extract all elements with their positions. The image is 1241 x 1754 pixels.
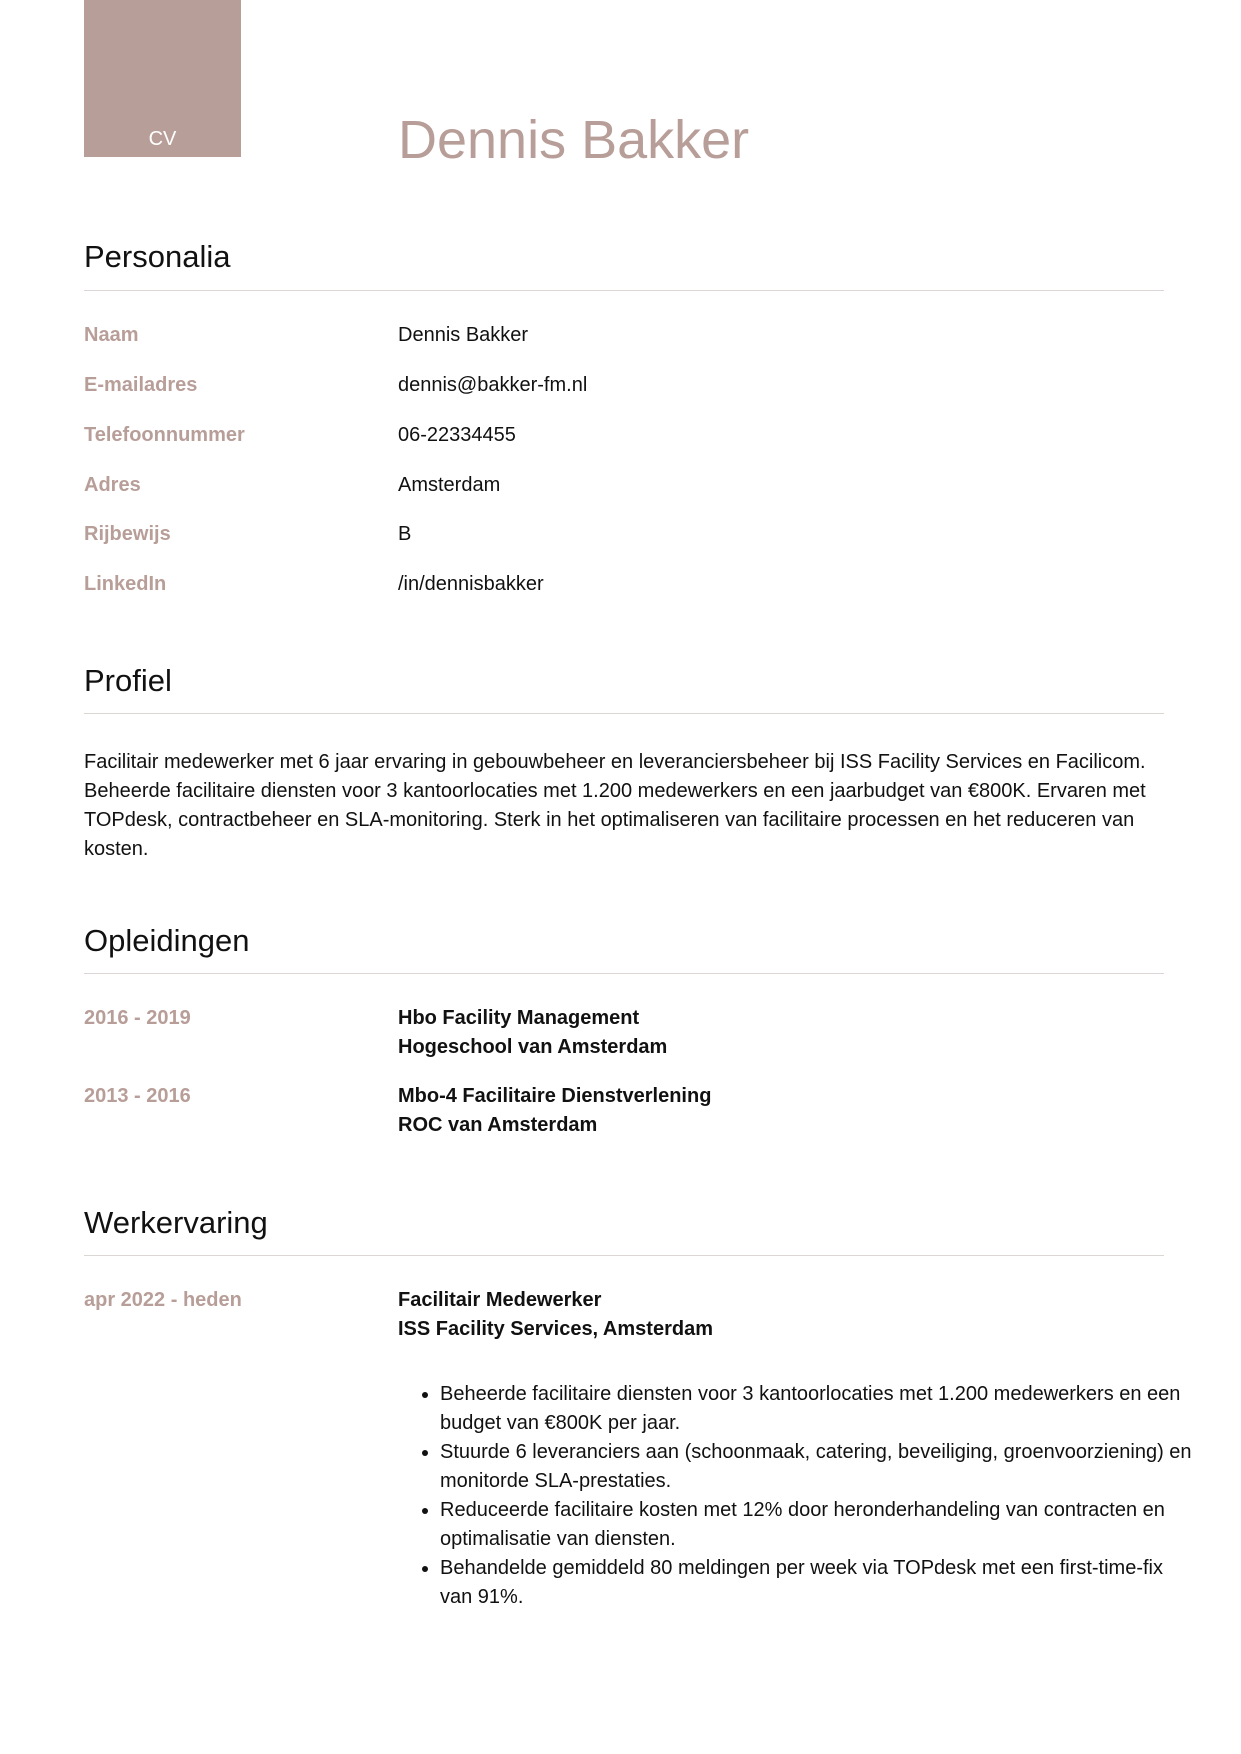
- field-label-telefoon: Telefoonnummer: [84, 424, 245, 446]
- field-label-email: E-mailadres: [84, 374, 198, 396]
- job-company: ISS Facility Services, Amsterdam: [398, 1318, 713, 1340]
- education-degree: Mbo-4 Facilitaire Dienstverlening: [398, 1085, 712, 1107]
- section-divider: [84, 713, 1164, 714]
- page-title: Dennis Bakker: [398, 110, 750, 170]
- education-school: Hogeschool van Amsterdam: [398, 1036, 668, 1058]
- section-title-werkervaring: Werkervaring: [84, 1205, 268, 1240]
- education-school: ROC van Amsterdam: [398, 1114, 598, 1136]
- list-item: • Beheerde facilitaire diensten voor 3 kantoorlocaties met 1.200 medewerkers en een budget van €800K per jaar.: [440, 1380, 1200, 1438]
- list-item: • Behandelde gemiddeld 80 meldingen per week via TOPdesk met een first-time-fix van 91%.: [440, 1554, 1200, 1612]
- list-item: • Stuurde 6 leveranciers aan (schoonmaak, catering, beveiliging, groenvoorziening) en monitorde SLA-prestaties.: [440, 1438, 1200, 1496]
- section-divider: [84, 1255, 1164, 1256]
- field-value-rijbewijs: B: [398, 523, 412, 545]
- education-degree: Hbo Facility Management: [398, 1007, 640, 1029]
- job-achievements-list: [398, 1380, 1200, 1612]
- job-period: apr 2022 - heden: [84, 1289, 242, 1311]
- field-label-naam: Naam: [84, 324, 139, 346]
- list-item: • Reduceerde facilitaire kosten met 12% door heronderhandeling van contracten en optimalisatie van diensten.: [440, 1496, 1200, 1554]
- field-label-linkedin: LinkedIn: [84, 573, 167, 595]
- job-role: Facilitair Medewerker: [398, 1289, 602, 1311]
- field-value-email: dennis@bakker-fm.nl: [398, 374, 588, 396]
- field-label-adres: Adres: [84, 474, 141, 496]
- education-period: 2013 - 2016: [84, 1085, 191, 1107]
- field-value-linkedin: /in/dennisbakker: [398, 573, 544, 595]
- photo-label: CV: [148, 128, 177, 150]
- field-value-telefoon: 06-22334455: [398, 424, 516, 446]
- education-period: 2016 - 2019: [84, 1007, 191, 1029]
- section-title-profiel: Profiel: [84, 663, 172, 698]
- section-title-personalia: Personalia: [84, 239, 231, 274]
- field-value-adres: Amsterdam: [398, 474, 501, 496]
- section-divider: [84, 973, 1164, 974]
- field-label-rijbewijs: Rijbewijs: [84, 523, 171, 545]
- section-title-opleidingen: Opleidingen: [84, 923, 250, 958]
- profile-photo-placeholder: [84, 0, 241, 157]
- profile-summary: Facilitair medewerker met 6 jaar ervaring in gebouwbeheer en leveranciersbeheer bij ISS Facility Services en Facilicom. Beheerde facilitaire diensten voor 3 kantoorlocaties met 1.200 medewerkers en een jaarbudget van €800K. Ervaren met TOPdesk, contractbeheer en SLA-monitoring. Sterk in het optimaliseren van facilitaire processen en het reduceren van kosten.: [84, 751, 1146, 860]
- section-divider: [84, 290, 1164, 291]
- field-value-naam: Dennis Bakker: [398, 324, 529, 346]
